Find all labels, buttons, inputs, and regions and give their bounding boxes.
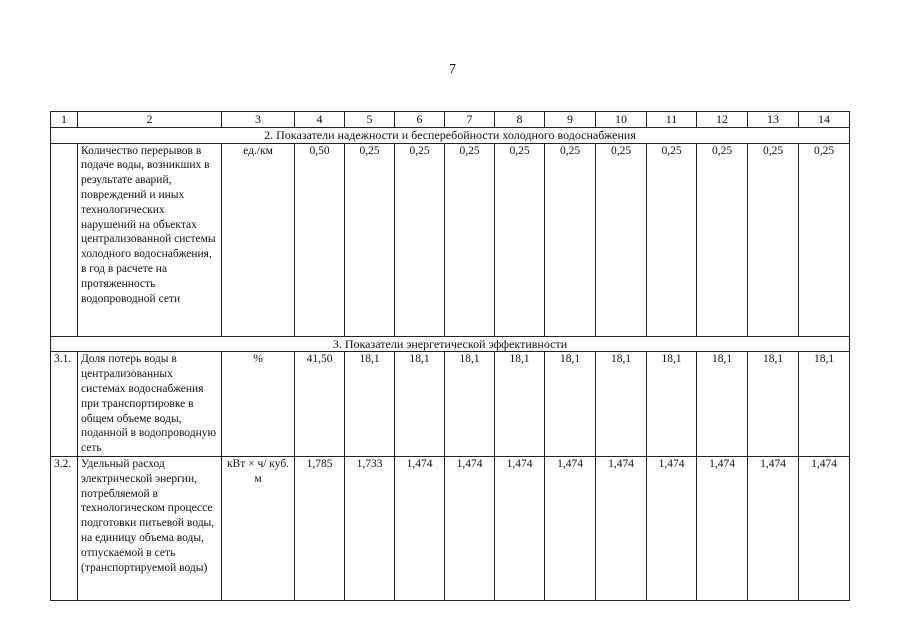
table-row [51,143,850,336]
row-number: 3.1. [51,352,78,457]
value-cell: 0,25 [495,143,545,336]
value-cell: 1,474 [647,456,697,600]
value-cell: 18,1 [596,352,647,457]
row-number [51,143,78,336]
unit-cell: % [222,352,295,457]
value-cell: 1,474 [545,456,596,600]
column-number: 14 [799,112,850,128]
value-cell: 1,785 [295,456,345,600]
value-cell: 0,25 [545,143,596,336]
value-cell: 18,1 [647,352,697,457]
section-header-energy [51,336,850,352]
value-cell: 18,1 [697,352,748,457]
column-number: 13 [748,112,799,128]
column-number-row [51,112,850,128]
value-cell: 18,1 [445,352,495,457]
indicator-name: Доля потерь воды в централизованных системах водоснабжения при транспортировке в общем объеме воды, поданной в водопроводную сеть [78,352,222,457]
indicators-table [50,111,850,601]
value-cell: 1,474 [799,456,850,600]
value-cell: 41,50 [295,352,345,457]
value-cell: 1,474 [748,456,799,600]
value-cell: 0,25 [697,143,748,336]
row-number: 3.2. [51,456,78,600]
value-cell: 1,474 [697,456,748,600]
column-number: 7 [445,112,495,128]
unit-cell: кВт × ч/ куб. м [222,456,295,600]
value-cell: 18,1 [545,352,596,457]
column-number: 9 [545,112,596,128]
value-cell: 1,474 [395,456,445,600]
column-number: 6 [395,112,445,128]
indicator-name: Удельный расход электрической энергии, потребляемой в технологическом процессе подготовки питьевой воды, на единицу объема воды, отпускаемой в сеть (транспортируемой воды) [78,456,222,600]
value-cell: 0,25 [799,143,850,336]
column-number: 3 [222,112,295,128]
value-cell: 0,50 [295,143,345,336]
value-cell: 18,1 [495,352,545,457]
value-cell: 0,25 [445,143,495,336]
column-number: 8 [495,112,545,128]
value-cell: 18,1 [395,352,445,457]
column-number: 2 [78,112,222,128]
table-row [51,456,850,600]
value-cell: 0,25 [647,143,697,336]
column-number: 11 [647,112,697,128]
value-cell: 0,25 [395,143,445,336]
column-number: 1 [51,112,78,128]
value-cell: 18,1 [345,352,395,457]
indicator-name: Количество перерывов в подаче воды, возникших в результате аварий, повреждений и иных технологических нарушений на объектах централизованной системы холодного водоснабжения, в год в расчете на протяженность водопроводной сети [78,143,222,336]
value-cell: 0,25 [596,143,647,336]
page-number: 7 [449,62,456,77]
column-number: 12 [697,112,748,128]
value-cell: 18,1 [748,352,799,457]
section-header-reliability [51,127,850,143]
value-cell: 0,25 [345,143,395,336]
value-cell: 1,474 [596,456,647,600]
value-cell: 1,474 [495,456,545,600]
value-cell: 1,733 [345,456,395,600]
section-title: 2. Показатели надежности и бесперебойности холодного водоснабжения [51,127,850,143]
section-title: 3. Показатели энергетической эффективности [51,336,850,352]
value-cell: 18,1 [799,352,850,457]
column-number: 10 [596,112,647,128]
column-number: 5 [345,112,395,128]
value-cell: 1,474 [445,456,495,600]
table-row [51,352,850,457]
value-cell: 0,25 [748,143,799,336]
column-number: 4 [295,112,345,128]
unit-cell: ед./км [222,143,295,336]
